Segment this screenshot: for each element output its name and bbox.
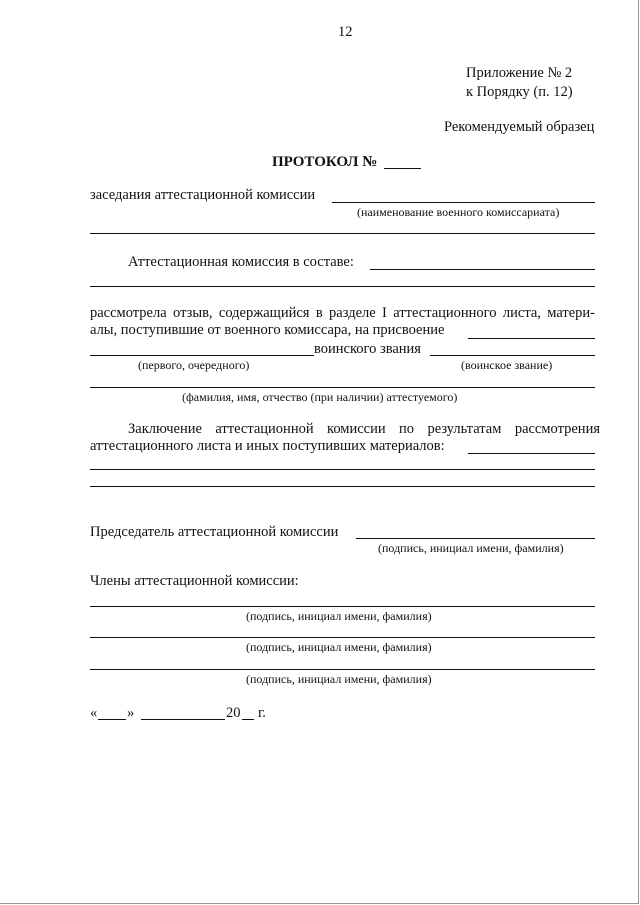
members-label: Члены аттестационной комиссии: [90, 573, 299, 589]
appendix-line-1: Приложение № 2 [466, 65, 573, 81]
date-day-field[interactable] [98, 719, 126, 720]
rank-assignment-field[interactable] [468, 338, 595, 339]
review-line-2: алы, поступившие от военного комиссара, на присвоение [90, 322, 445, 338]
conclusion-line-2: аттестационного листа и иных поступивших материалов: [90, 438, 445, 454]
composition-label: Аттестационная комиссия в составе: [128, 254, 354, 270]
protocol-number-field[interactable] [384, 168, 421, 169]
commissariat-name-field[interactable] [332, 202, 595, 203]
meeting-label: заседания аттестационной комиссии [90, 187, 316, 203]
commissariat-caption: (наименование военного комиссариата) [357, 205, 560, 219]
date-month-field[interactable] [141, 719, 225, 720]
chairman-signature-field[interactable] [356, 538, 595, 539]
date-open-quote: « [90, 705, 98, 721]
member-signature-field-3[interactable] [90, 669, 595, 670]
conclusion-line-1: Заключение аттестационной комиссии по результатам рассмотрения [128, 421, 600, 437]
first-regular-caption: (первого, очередного) [138, 358, 250, 372]
chairman-caption: (подпись, инициал имени, фамилия) [378, 541, 564, 555]
date-year-suffix: г. [258, 705, 266, 721]
chairman-label: Председатель аттестационной комиссии [90, 524, 339, 540]
date-year-prefix: 20 [226, 705, 241, 721]
first-regular-field[interactable] [90, 355, 314, 356]
rank-word: воинского звания [314, 341, 421, 357]
commissariat-name-field-2[interactable] [90, 233, 595, 234]
date-year-field[interactable] [242, 719, 254, 720]
conclusion-field-2[interactable] [90, 469, 595, 470]
conclusion-field[interactable] [468, 453, 595, 454]
member-signature-field-2[interactable] [90, 637, 595, 638]
review-line-1: рассмотрела отзыв, содержащийся в разделе I аттестационного листа, матери- [90, 305, 595, 321]
member-caption-2: (подпись, инициал имени, фамилия) [246, 640, 432, 654]
recommended-sample: Рекомендуемый образец [444, 119, 595, 135]
military-rank-field[interactable] [430, 355, 595, 356]
member-caption-1: (подпись, инициал имени, фамилия) [246, 609, 432, 623]
page-title: ПРОТОКОЛ № [272, 154, 378, 170]
member-caption-3: (подпись, инициал имени, фамилия) [246, 672, 432, 686]
composition-field-2[interactable] [90, 286, 595, 287]
attestee-name-caption: (фамилия, имя, отчество (при наличии) аттестуемого) [182, 390, 458, 404]
appendix-line-2: к Порядку (п. 12) [466, 84, 573, 100]
member-signature-field-1[interactable] [90, 606, 595, 607]
page-number: 12 [338, 24, 353, 40]
composition-field[interactable] [370, 269, 595, 270]
conclusion-field-3[interactable] [90, 486, 595, 487]
attestee-name-field[interactable] [90, 387, 595, 388]
date-close-quote: » [127, 705, 135, 721]
military-rank-caption: (воинское звание) [461, 358, 553, 372]
